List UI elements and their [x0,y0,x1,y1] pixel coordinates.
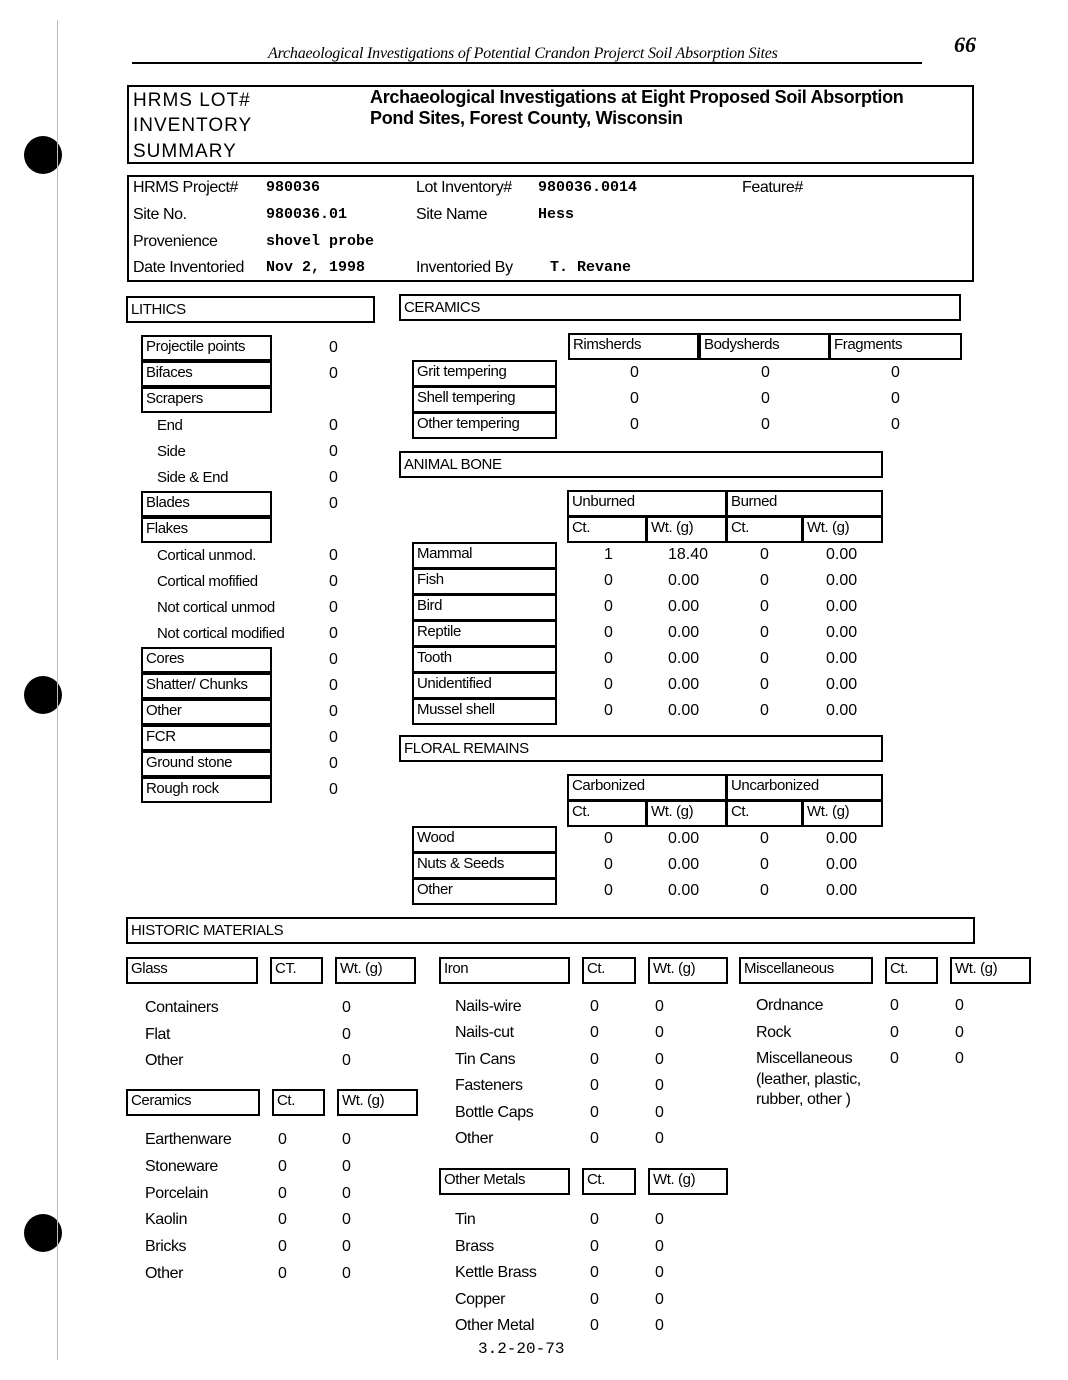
floral-group-header: Uncarbonized [726,774,883,801]
floral-subcolumn-header: Ct. [726,800,803,827]
lithics-row-label: Bifaces [141,361,272,387]
historic-misc-header-0: Miscellaneous [739,957,873,984]
historic-iron-header-1: Ct. [582,957,636,984]
ceramics-cell-value: 0 [630,364,639,381]
lithics-row-value: 0 [329,469,338,486]
historic-ceramics-wt: 0 [342,1131,351,1148]
provenience-value: shovel probe [266,233,375,250]
historic-glass-row-label: Flat [145,1025,171,1043]
historic-misc-row-label: Miscellaneous [756,1050,853,1067]
floral-subcolumn-header: Wt. (g) [646,800,727,827]
historic-glass-row-label: Containers [145,999,219,1016]
animal-bone-cell-value: 0 [760,572,769,589]
floral-cell-value: 0.00 [826,856,858,873]
historic-iron-header-2: Wt. (g) [648,957,728,984]
animal-bone-cell-value: 0 [604,650,613,667]
historic-iron-ct: 0 [590,1130,599,1147]
animal-bone-cell-value: 1 [604,546,613,563]
lithics-subrow-label: Side [157,443,186,460]
lithics-row-label: Cores [141,647,272,673]
ceramics-column-header: Rimsherds [568,333,699,360]
historic-ceramics-wt: 0 [342,1211,351,1229]
date-inventoried-label: Date Inventoried [133,259,245,276]
historic-misc-header-2: Wt. (g) [950,957,1031,984]
historic-iron-ct: 0 [590,1103,599,1121]
running-title: Archaeological Investigations of Potential Crandon Projerct Soil Absorption Sites [268,45,778,62]
margin-line [57,20,58,1360]
floral-cell-value: 0 [604,856,613,873]
footer-code: 3.2-20-73 [478,1340,565,1358]
animal-bone-cell-value: 0 [604,702,613,719]
animal-bone-cell-value: 0.00 [668,650,700,667]
lithics-row-label: Flakes [141,517,272,543]
ceramics-cell-value: 0 [891,416,900,433]
site-no-label: Site No. [133,206,187,223]
ceramics-column-header: Fragments [829,333,962,360]
site-no-value: 980036.01 [266,206,348,223]
animal-bone-cell-value: 0.00 [826,676,858,693]
historic-other_metals-header-2: Wt. (g) [648,1168,728,1195]
ceramics-row-label: Grit tempering [412,360,557,387]
floral-cell-value: 0 [760,856,769,873]
ceramics-cell-value: 0 [761,416,770,433]
animal-bone-cell-value: 0 [604,624,613,641]
lithics-header: LITHICS [126,296,375,323]
lithics-row-label: Other [141,699,272,725]
animal-bone-row-label: Mammal [412,542,557,569]
floral-cell-value: 0.00 [826,830,858,847]
historic-other_metals-wt: 0 [655,1237,664,1255]
site-name-value: Hess [538,206,575,223]
historic-iron-wt: 0 [655,1130,664,1147]
animal-bone-cell-value: 0 [604,598,613,615]
ceramics-row-label: Shell tempering [412,386,557,413]
date-inventoried-value: Nov 2, 1998 [266,259,366,276]
animal-bone-cell-value: 0.00 [668,676,700,693]
lithics-subrow-label: Side & End [157,469,229,486]
lithics-row-value: 0 [329,755,338,772]
historic-misc-ct: 0 [890,997,899,1014]
historic-glass-ct: 0 [342,1052,351,1069]
lithics-row-label: Scrapers [141,387,272,413]
lithics-subrow-label: Not cortical modified [157,625,285,642]
animal-bone-row-label: Tooth [412,646,557,673]
historic-iron-row-label: Tin Cans [455,1050,516,1068]
historic-misc-row-label: Ordnance [756,997,824,1014]
lithics-row-value: 0 [329,365,338,382]
historic-ceramics-row-label: Kaolin [145,1211,188,1229]
lithics-row-label: Shatter/ Chunks [141,673,272,699]
historic-ceramics-wt: 0 [342,1238,351,1256]
report-title-line-2: Pond Sites, Forest County, Wisconsin [370,108,683,128]
floral-group-header: Carbonized [567,774,727,801]
lithics-row-label: Blades [141,491,272,517]
animal-bone-cell-value: 0 [760,650,769,667]
floral-cell-value: 0.00 [668,830,700,847]
historic-other_metals-wt: 0 [655,1264,664,1281]
historic-ceramics-ct: 0 [278,1265,287,1282]
historic-misc-row-label: Rock [756,1023,791,1041]
historic-other_metals-row-label: Copper [455,1290,506,1308]
animal-bone-cell-value: 0.00 [668,624,700,641]
floral-cell-value: 0.00 [668,856,700,873]
historic-iron-wt: 0 [655,1077,664,1095]
historic-misc-note-line: rubber, other ) [756,1091,851,1108]
historic-misc-wt: 0 [955,997,964,1014]
animal-bone-cell-value: 0.00 [826,650,858,667]
animal-bone-cell-value: 0 [760,702,769,719]
running-title-rule [132,62,922,64]
historic-other_metals-row-label: Brass [455,1237,494,1255]
ceramics-cell-value: 0 [630,390,639,407]
lithics-row-value: 0 [329,599,338,616]
lithics-row-value: 0 [329,781,338,798]
historic-other_metals-row-label: Kettle Brass [455,1264,537,1281]
lithics-row-value: 0 [329,703,338,720]
historic-iron-header-0: Iron [439,957,570,984]
historic-ceramics-ct: 0 [278,1211,287,1229]
lot-inventory-value: 980036.0014 [538,179,638,196]
historic-iron-ct: 0 [590,1024,599,1042]
animal-bone-cell-value: 0.00 [826,624,858,641]
historic-iron-row-label: Other [455,1130,494,1147]
historic-other_metals-ct: 0 [590,1211,599,1228]
animal-bone-header: ANIMAL BONE [399,451,883,478]
animal-bone-row-label: Fish [412,568,557,595]
ceramics-cell-value: 0 [891,390,900,407]
animal-bone-cell-value: 0.00 [668,598,700,615]
historic-other_metals-ct: 0 [590,1317,599,1334]
animal-bone-cell-value: 0.00 [668,702,700,719]
site-name-label: Site Name [416,206,488,223]
animal-bone-cell-value: 0.00 [826,546,858,563]
historic-ceramics-wt: 0 [342,1157,351,1175]
historic-misc-note-line: (leather, plastic, [756,1071,861,1088]
historic-iron-wt: 0 [655,1050,664,1068]
historic-ceramics-wt: 0 [342,1184,351,1202]
historic-iron-ct: 0 [590,998,599,1015]
lithics-subrow-label: Cortical unmod. [157,547,257,564]
historic-ceramics-header-2: Wt. (g) [337,1089,418,1116]
floral-cell-value: 0.00 [826,882,858,899]
ceramics-column-header: Bodysherds [699,333,830,360]
animal-bone-cell-value: 0.00 [826,598,858,615]
ceramics-cell-value: 0 [761,364,770,381]
historic-iron-row-label: Fasteners [455,1077,523,1095]
historic-misc-ct: 0 [890,1050,899,1067]
lithics-row-label: Rough rock [141,777,272,803]
historic-ceramics-row-label: Porcelain [145,1184,209,1202]
provenience-label: Provenience [133,233,218,250]
lot-inventory-label: Lot Inventory# [416,179,512,196]
ceramics-row-label: Other tempering [412,412,557,439]
historic-ceramics-ct: 0 [278,1131,287,1148]
floral-cell-value: 0 [604,882,613,899]
lot-label-line-2: INVENTORY [133,115,253,136]
animal-bone-cell-value: 0 [760,546,769,563]
historic-ceramics-ct: 0 [278,1157,287,1175]
historic-iron-row-label: Bottle Caps [455,1103,534,1121]
historic-ceramics-row-label: Stoneware [145,1157,218,1175]
historic-misc-header-1: Ct. [885,957,938,984]
floral-subcolumn-header: Wt. (g) [802,800,883,827]
floral-cell-value: 0 [604,830,613,847]
lithics-subrow-label: End [157,417,183,434]
animal-bone-row-label: Reptile [412,620,557,647]
historic-ceramics-wt: 0 [342,1265,351,1282]
historic-materials-header: HISTORIC MATERIALS [126,917,975,944]
project-label: HRMS Project# [133,179,239,196]
lithics-row-label: FCR [141,725,272,751]
lithics-row-value: 0 [329,417,338,434]
animal-bone-cell-value: 0 [604,676,613,693]
lithics-row-value: 0 [329,573,338,590]
animal-bone-cell-value: 0.00 [826,572,858,589]
lithics-row-label: Ground stone [141,751,272,777]
historic-other_metals-ct: 0 [590,1237,599,1255]
lot-label-line-3: SUMMARY [133,141,237,162]
historic-glass-header-0: Glass [126,957,258,984]
historic-other_metals-wt: 0 [655,1317,664,1334]
feature-label: Feature# [742,179,803,196]
historic-other_metals-ct: 0 [590,1264,599,1281]
report-title-line-1: Archaeological Investigations at Eight Proposed Soil Absorption [370,87,904,107]
lithics-subrow-label: Cortical mofified [157,573,258,590]
floral-subcolumn-header: Ct. [567,800,647,827]
animal-bone-cell-value: 0 [760,624,769,641]
historic-misc-ct: 0 [890,1023,899,1041]
lithics-row-value: 0 [329,495,338,512]
historic-other_metals-ct: 0 [590,1290,599,1308]
animal-bone-cell-value: 0.00 [668,572,700,589]
historic-ceramics-ct: 0 [278,1238,287,1256]
animal-bone-row-label: Bird [412,594,557,621]
historic-misc-wt: 0 [955,1050,964,1067]
floral-cell-value: 0.00 [668,882,700,899]
historic-glass-header-2: Wt. (g) [335,957,416,984]
historic-glass-row-label: Other [145,1052,184,1069]
animal-bone-row-label: Unidentified [412,672,557,699]
historic-other_metals-row-label: Other Metal [455,1317,535,1334]
animal-bone-cell-value: 0 [604,572,613,589]
floral-row-label: Wood [412,826,557,853]
animal-bone-group-header: Unburned [567,490,727,517]
historic-ceramics-header-1: Ct. [272,1089,325,1116]
lithics-subrow-label: Not cortical unmod [157,599,275,616]
historic-iron-wt: 0 [655,998,664,1015]
lithics-row-value: 0 [329,677,338,694]
ceramics-cell-value: 0 [630,416,639,433]
historic-other_metals-wt: 0 [655,1211,664,1228]
animal-bone-subcolumn-header: Wt. (g) [646,516,727,543]
floral-cell-value: 0 [760,830,769,847]
ceramics-header: CERAMICS [399,294,961,321]
historic-ceramics-row-label: Other [145,1265,184,1282]
historic-iron-wt: 0 [655,1103,664,1121]
page-number: 66 [954,32,976,57]
lot-label-line-1: HRMS LOT# [133,90,251,111]
historic-other_metals-header-1: Ct. [582,1168,636,1195]
ceramics-cell-value: 0 [891,364,900,381]
animal-bone-subcolumn-header: Wt. (g) [802,516,883,543]
lithics-row-value: 0 [329,443,338,460]
animal-bone-cell-value: 0 [760,598,769,615]
historic-other_metals-header-0: Other Metals [439,1168,570,1195]
historic-iron-ct: 0 [590,1050,599,1068]
inventoried-by-label: Inventoried By [416,259,513,276]
historic-other_metals-row-label: Tin [455,1211,476,1228]
historic-iron-wt: 0 [655,1024,664,1042]
lithics-row-value: 0 [329,729,338,746]
floral-row-label: Nuts & Seeds [412,852,557,879]
animal-bone-cell-value: 0 [760,676,769,693]
historic-iron-row-label: Nails-cut [455,1024,514,1042]
lithics-row-value: 0 [329,339,338,356]
historic-iron-ct: 0 [590,1077,599,1095]
inventoried-by-value: T. Revane [550,259,632,276]
historic-ceramics-row-label: Earthenware [145,1131,232,1148]
lithics-row-value: 0 [329,547,338,564]
animal-bone-subcolumn-header: Ct. [726,516,803,543]
ceramics-cell-value: 0 [761,390,770,407]
lithics-row-value: 0 [329,651,338,668]
historic-iron-row-label: Nails-wire [455,998,522,1015]
historic-ceramics-row-label: Bricks [145,1238,187,1256]
floral-remains-header: FLORAL REMAINS [399,735,883,762]
floral-cell-value: 0 [760,882,769,899]
animal-bone-row-label: Mussel shell [412,698,557,725]
lithics-row-label: Projectile points [141,335,272,361]
historic-glass-header-1: CT. [270,957,323,984]
project-value: 980036 [266,179,321,196]
historic-misc-wt: 0 [955,1023,964,1041]
animal-bone-group-header: Burned [726,490,883,517]
animal-bone-subcolumn-header: Ct. [567,516,647,543]
historic-ceramics-ct: 0 [278,1184,287,1202]
animal-bone-cell-value: 0.00 [826,702,858,719]
floral-row-label: Other [412,878,557,905]
historic-glass-ct: 0 [342,999,351,1016]
animal-bone-cell-value: 18.40 [668,546,709,563]
historic-other_metals-wt: 0 [655,1290,664,1308]
lithics-row-value: 0 [329,625,338,642]
historic-glass-ct: 0 [342,1025,351,1043]
historic-ceramics-header-0: Ceramics [126,1089,260,1116]
